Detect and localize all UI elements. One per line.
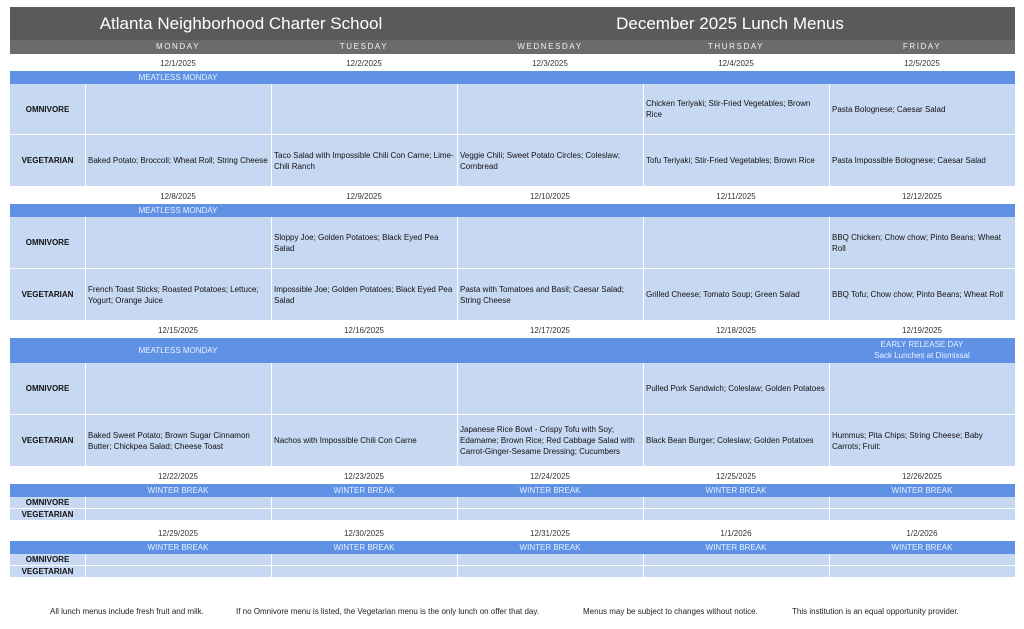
banner-cell	[457, 71, 643, 84]
menu-title: December 2025 Lunch Menus	[616, 14, 844, 33]
menu-cell: Pulled Pork Sandwich; Coleslaw; Golden Potatoes	[643, 363, 829, 415]
sack-lunch-note: Sack Lunches at Dismissal	[874, 351, 970, 360]
vegetarian-row	[10, 415, 1015, 467]
omnivore-label: OMNIVORE	[10, 217, 85, 269]
omnivore-label: OMNIVORE	[10, 363, 85, 415]
menu-cell	[457, 497, 643, 509]
date-cell: 12/15/2025	[157, 326, 199, 335]
menu-cell	[829, 497, 1015, 509]
footer-note-changes: Menus may be subject to changes without notice.	[583, 607, 758, 616]
footer-note-omnivore: If no Omnivore menu is listed, the Vegetarian menu is the only lunch on offer that day.	[236, 607, 539, 616]
date-cell: 12/2/2025	[346, 59, 382, 68]
date-cell: 12/5/2025	[904, 59, 940, 68]
menu-cell: Pasta Bolognese; Caesar Salad	[829, 84, 1015, 135]
omnivore-row	[10, 363, 1015, 415]
menu-cell: Nachos with Impossible Chili Con Carne	[271, 415, 457, 467]
omnivore-row	[10, 217, 1015, 269]
menu-cell	[457, 363, 643, 415]
banner-cell	[271, 204, 457, 217]
early-release-label: EARLY RELEASE DAY	[880, 340, 964, 349]
menu-cell: BBQ Tofu; Chow chow; Pinto Beans; Wheat Roll	[829, 269, 1015, 321]
date-row	[10, 469, 1015, 484]
omnivore-row	[10, 84, 1015, 135]
menu-cell: Sloppy Joe; Golden Potatoes; Black Eyed Pea Salad	[271, 217, 457, 269]
banner-cell	[829, 204, 1015, 217]
banner-row	[10, 541, 1015, 554]
weekday-header	[10, 40, 1015, 54]
day-wednesday: WEDNESDAY	[517, 42, 583, 51]
date-cell: 12/8/2025	[160, 192, 196, 201]
menu-cell	[829, 554, 1015, 566]
banner-cell: WINTER BREAK	[333, 486, 395, 495]
menu-cell	[643, 509, 829, 521]
date-row	[10, 56, 1015, 71]
banner-text: MEATLESS MONDAY	[138, 346, 218, 355]
menu-cell	[85, 554, 271, 566]
day-thursday: THURSDAY	[707, 42, 765, 51]
banner-cell	[271, 338, 457, 363]
menu-cell: Chicken Teriyaki; Stir-Fried Vegetables; Brown Rice	[643, 84, 829, 135]
menu-cell	[643, 497, 829, 509]
menu-cell	[271, 509, 457, 521]
menu-cell: Pasta Impossible Bolognese; Caesar Salad	[829, 135, 1015, 187]
date-cell: 12/26/2025	[901, 472, 943, 481]
date-cell: 12/25/2025	[715, 472, 757, 481]
banner-cell: WINTER BREAK	[891, 486, 953, 495]
banner-cell: WINTER BREAK	[891, 543, 953, 552]
menu-cell	[643, 554, 829, 566]
footer-note-equal-opportunity: This institution is an equal opportunity provider.	[792, 607, 959, 616]
vegetarian-row	[10, 135, 1015, 187]
date-cell: 12/16/2025	[343, 326, 385, 335]
menu-cell	[829, 509, 1015, 521]
menu-cell	[457, 509, 643, 521]
vegetarian-label: VEGETARIAN	[10, 566, 85, 578]
menu-cell	[457, 554, 643, 566]
vegetarian-label: VEGETARIAN	[10, 415, 85, 467]
menu-cell	[85, 363, 271, 415]
menu-cell	[457, 84, 643, 135]
menu-cell: Impossible Joe; Golden Potatoes; Black Eyed Pea Salad	[271, 269, 457, 321]
menu-cell	[829, 363, 1015, 415]
footer-notes	[0, 607, 1024, 619]
date-cell: 12/17/2025	[529, 326, 571, 335]
menu-cell	[457, 566, 643, 578]
date-cell: 12/23/2025	[343, 472, 385, 481]
date-cell: 1/2/2026	[906, 529, 938, 538]
week-1	[10, 56, 1015, 187]
banner-cell	[829, 71, 1015, 84]
vegetarian-row	[10, 509, 1015, 521]
banner-row	[10, 71, 1015, 84]
banner-cell	[643, 71, 829, 84]
date-cell: 12/30/2025	[343, 529, 385, 538]
banner-cell: WINTER BREAK	[705, 543, 767, 552]
menu-cell: Pasta with Tomatoes and Basil; Caesar Salad; String Cheese	[457, 269, 643, 321]
vegetarian-label: VEGETARIAN	[10, 269, 85, 321]
date-cell: 12/12/2025	[901, 192, 943, 201]
week-5	[10, 526, 1015, 578]
vegetarian-label: VEGETARIAN	[10, 135, 85, 187]
banner-row	[10, 338, 1015, 363]
banner-cell	[85, 338, 271, 363]
menu-sheet	[10, 7, 1015, 578]
menu-cell	[457, 217, 643, 269]
banner-cell: WINTER BREAK	[519, 543, 581, 552]
menu-cell: BBQ Chicken; Chow chow; Pinto Beans; Wheat Roll	[829, 217, 1015, 269]
menu-cell	[271, 554, 457, 566]
vegetarian-row	[10, 566, 1015, 578]
menu-cell	[643, 566, 829, 578]
banner-row	[10, 484, 1015, 497]
day-monday: MONDAY	[155, 42, 201, 51]
banner-cell	[457, 338, 643, 363]
school-name: Atlanta Neighborhood Charter School	[99, 14, 383, 33]
menu-cell	[271, 566, 457, 578]
banner-cell	[271, 71, 457, 84]
banner-cell: WINTER BREAK	[705, 486, 767, 495]
menu-cell	[85, 84, 271, 135]
banner-cell: WINTER BREAK	[333, 543, 395, 552]
banner-cell: MEATLESS MONDAY	[138, 206, 218, 215]
week-3	[10, 323, 1015, 467]
menu-cell	[85, 509, 271, 521]
date-cell: 12/3/2025	[532, 59, 568, 68]
menu-cell	[271, 497, 457, 509]
vegetarian-label: VEGETARIAN	[10, 509, 85, 521]
day-tuesday: TUESDAY	[339, 42, 389, 51]
vegetarian-row	[10, 269, 1015, 321]
banner-cell: MEATLESS MONDAY	[138, 73, 218, 82]
omnivore-label: OMNIVORE	[10, 554, 85, 566]
week-4	[10, 469, 1015, 521]
title-bar	[10, 7, 1015, 40]
week-2	[10, 189, 1015, 321]
date-cell: 12/24/2025	[529, 472, 571, 481]
banner-cell: WINTER BREAK	[519, 486, 581, 495]
banner-cell	[643, 204, 829, 217]
date-cell: 12/10/2025	[529, 192, 571, 201]
menu-cell	[85, 497, 271, 509]
banner-cell: WINTER BREAK	[147, 543, 209, 552]
date-cell: 12/31/2025	[529, 529, 571, 538]
date-cell: 12/29/2025	[157, 529, 199, 538]
menu-cell	[85, 566, 271, 578]
banner-row	[10, 204, 1015, 217]
menu-cell: Grilled Cheese; Tomato Soup; Green Salad	[643, 269, 829, 321]
menu-cell	[271, 363, 457, 415]
menu-cell	[643, 217, 829, 269]
menu-cell: Tofu Teriyaki; Stir-Fried Vegetables; Brown Rice	[643, 135, 829, 187]
date-cell: 12/19/2025	[901, 326, 943, 335]
day-friday: FRIDAY	[902, 42, 942, 51]
menu-cell: Baked Sweet Potato; Brown Sugar Cinnamon Butter; Chickpea Salad; Cheese Toast	[85, 415, 271, 467]
menu-cell	[829, 566, 1015, 578]
date-row	[10, 189, 1015, 204]
footer-note-fruit-milk: All lunch menus include fresh fruit and milk.	[50, 607, 204, 616]
menu-cell: Hummus; Pita Chips; String Cheese; Baby Carrots; Fruit:	[829, 415, 1015, 467]
date-row	[10, 526, 1015, 541]
banner-cell	[829, 338, 1015, 363]
date-cell: 12/9/2025	[346, 192, 382, 201]
date-row	[10, 323, 1015, 338]
banner-cell	[643, 338, 829, 363]
omnivore-row	[10, 554, 1015, 566]
menu-cell: Baked Potato; Broccoli; Wheat Roll; String Cheese	[85, 135, 271, 187]
omnivore-label: OMNIVORE	[10, 84, 85, 135]
menu-cell: Veggie Chili; Sweet Potato Circles; Coleslaw; Cornbread	[457, 135, 643, 187]
omnivore-label: OMNIVORE	[10, 497, 85, 509]
date-cell: 1/1/2026	[720, 529, 752, 538]
menu-cell: Taco Salad with Impossible Chili Con Carne; Lime-Chili Ranch	[271, 135, 457, 187]
date-cell: 12/1/2025	[160, 59, 196, 68]
omnivore-row	[10, 497, 1015, 509]
date-cell: 12/4/2025	[718, 59, 754, 68]
menu-cell: Japanese Rice Bowl - Crispy Tofu with Soy; Edamame; Brown Rice; Red Cabbage Salad with Carrot-Ginger-Sesame Dressing; Cucumbers	[457, 415, 643, 467]
date-cell: 12/11/2025	[716, 192, 756, 201]
banner-cell: WINTER BREAK	[147, 486, 209, 495]
banner-cell	[457, 204, 643, 217]
menu-cell: Black Bean Burger; Coleslaw; Golden Potatoes	[643, 415, 829, 467]
date-cell: 12/18/2025	[715, 326, 757, 335]
menu-cell	[85, 217, 271, 269]
date-cell: 12/22/2025	[157, 472, 199, 481]
menu-cell	[271, 84, 457, 135]
menu-cell: French Toast Sticks; Roasted Potatoes; Lettuce; Yogurt; Orange Juice	[85, 269, 271, 321]
